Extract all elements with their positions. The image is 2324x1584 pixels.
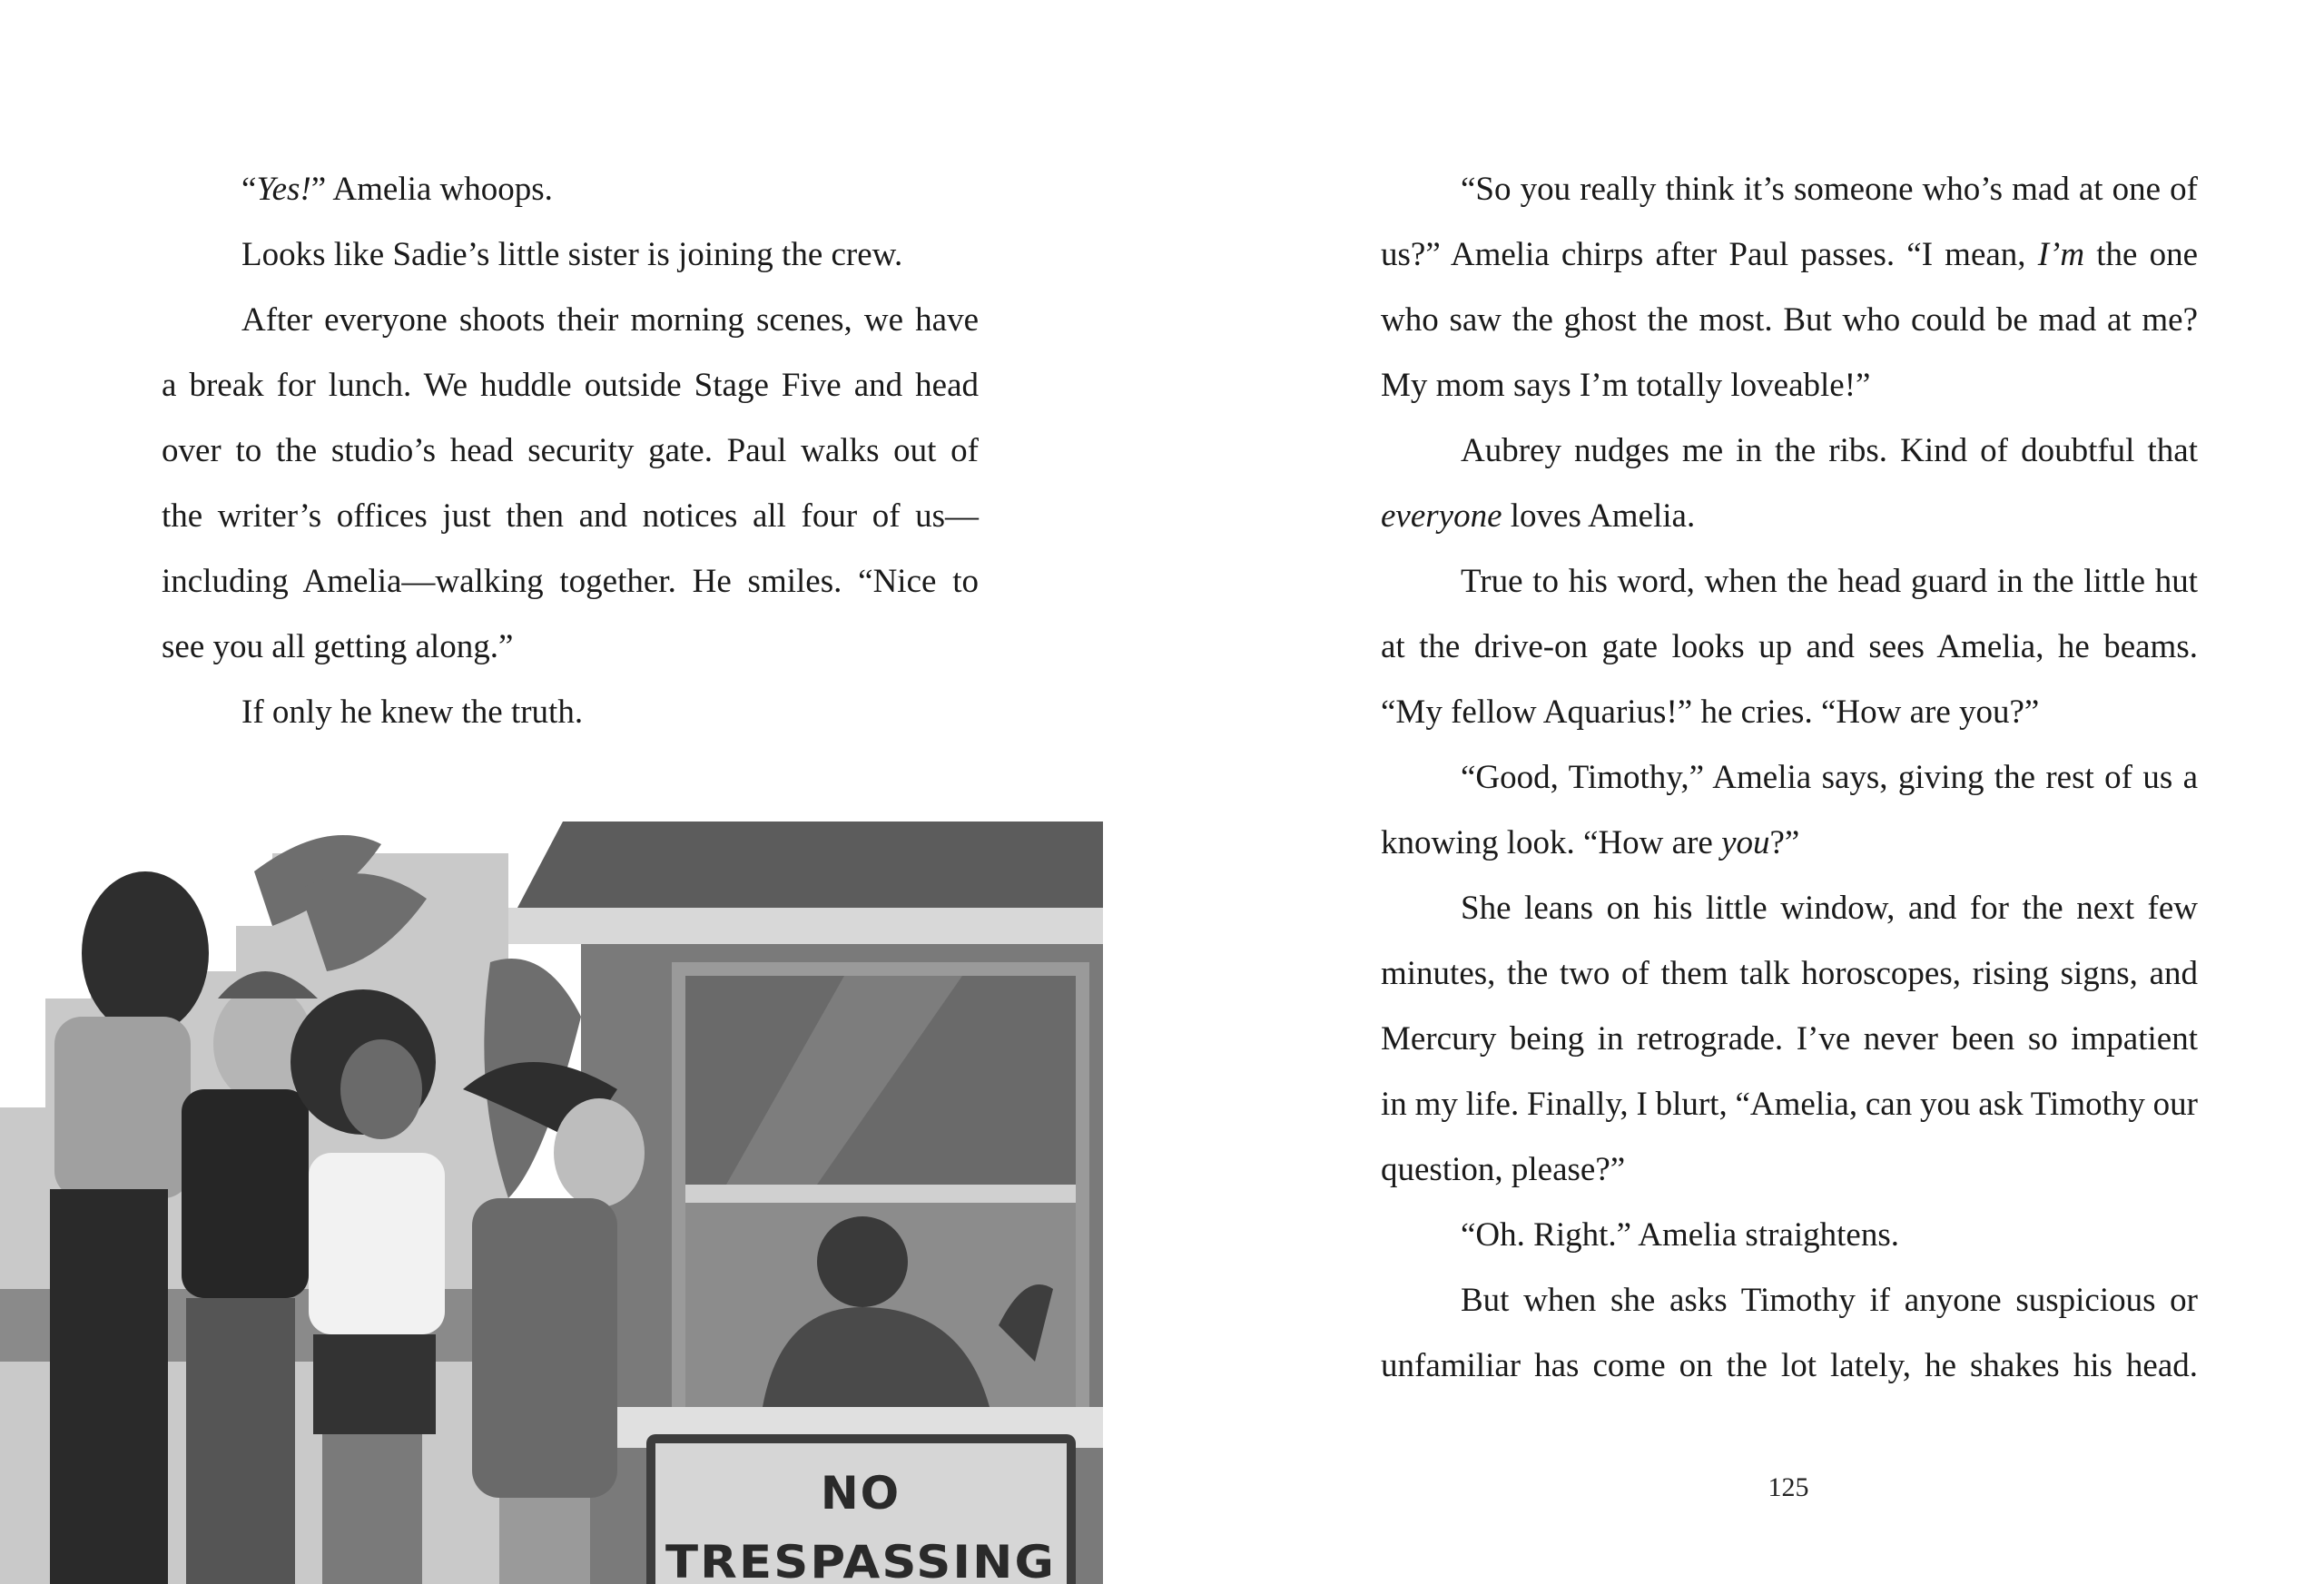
text-segment: the writer’s offices just then and notices all four of us— (162, 497, 979, 535)
text-segment: “ (241, 171, 257, 208)
text-line (162, 418, 979, 484)
text-segment: see you all getting along.” (162, 628, 514, 665)
text-segment: in my life. Finally, I blurt, “Amelia, can you ask Timothy our (1381, 1086, 2198, 1123)
text-line (1381, 222, 2198, 288)
italic-text: you (1721, 824, 1770, 861)
text-line (1381, 1333, 2198, 1399)
text-segment: over to the studio’s head security gate. Paul walks out of (162, 432, 979, 469)
text-line (1381, 941, 2198, 1007)
text-line (1381, 1203, 2198, 1268)
text-line (162, 615, 979, 680)
text-segment: Aubrey nudges me in the ribs. Kind of doubtful that (1461, 432, 2198, 469)
text-segment: who saw the ghost the most. But who could be mad at me? (1381, 301, 2198, 339)
text-segment: a break for lunch. We huddle outside Stage Five and head (162, 367, 979, 404)
text-segment: My mom says I’m totally loveable!” (1381, 367, 1871, 404)
text-segment: “So you really think it’s someone who’s mad at one of (1461, 171, 2198, 208)
text-line (1381, 288, 2198, 353)
text-segment: Looks like Sadie’s little sister is joining the crew. (241, 236, 903, 273)
text-segment: But when she asks Timothy if anyone suspicious or (1461, 1282, 2198, 1319)
text-segment: True to his word, when the head guard in the little hut (1461, 563, 2198, 600)
text-segment: including Amelia—walking together. He smiles. “Nice to (162, 563, 979, 600)
text-segment: unfamiliar has come on the lot lately, he shakes his head. (1381, 1347, 2198, 1384)
text-line (1381, 680, 2198, 745)
text-line (1381, 418, 2198, 484)
text-segment: After everyone shoots their morning scenes, we have (241, 301, 979, 339)
text-segment: “Good, Timothy,” Amelia says, giving the rest of us a (1461, 759, 2198, 796)
right-page-text (1381, 157, 2198, 1399)
text-line (162, 157, 979, 222)
text-line (1381, 876, 2198, 941)
text-segment: ” Amelia whoops. (310, 171, 553, 208)
text-line (1381, 157, 2198, 222)
text-line (1381, 1007, 2198, 1072)
text-segment: “Oh. Right.” Amelia straightens. (1461, 1216, 1899, 1254)
text-line (162, 484, 979, 549)
page-number: 125 (1768, 1472, 1809, 1502)
text-line (1381, 1072, 2198, 1137)
italic-text: everyone (1381, 497, 1502, 535)
text-line (162, 288, 979, 353)
text-line (1381, 615, 2198, 680)
italic-text: I’m (2037, 236, 2085, 273)
text-line (1381, 353, 2198, 418)
text-segment: ?” (1769, 824, 1800, 861)
text-segment: If only he knew the truth. (241, 694, 584, 731)
left-page-text (162, 157, 979, 745)
text-segment: knowing look. “How are (1381, 824, 1722, 861)
text-line (1381, 745, 2198, 811)
text-segment: minutes, the two of them talk horoscopes, rising signs, and (1381, 955, 2198, 992)
text-line (162, 353, 979, 418)
hut-roof (517, 822, 1103, 908)
text-segment: “My fellow Aquarius!” he cries. “How are you?” (1381, 694, 2040, 731)
text-segment: at the drive-on gate looks up and sees Amelia, he beams. (1381, 628, 2198, 665)
text-line (162, 222, 979, 288)
text-segment: Mercury being in retrograde. I’ve never been so impatient (1381, 1020, 2198, 1058)
text-segment: loves Amelia. (1502, 497, 1696, 535)
text-line (1381, 1268, 2198, 1333)
text-line (162, 680, 979, 745)
text-line (1381, 549, 2198, 615)
illustration-guard-hut-scene (0, 817, 1103, 1584)
text-segment: the one (2084, 236, 2198, 273)
hut-eave (508, 908, 1103, 944)
text-line (1381, 811, 2198, 876)
text-line (1381, 1137, 2198, 1203)
text-segment: She leans on his little window, and for the next few (1461, 890, 2198, 927)
sign-text-trespassing: TRESPASSING (665, 1536, 1056, 1584)
sign-text-no: NO (820, 1467, 901, 1520)
text-segment: us?” Amelia chirps after Paul passes. “I mean, (1381, 236, 2038, 273)
text-line (1381, 484, 2198, 549)
text-line (162, 549, 979, 615)
italic-text: Yes! (256, 171, 311, 208)
text-segment: question, please?” (1381, 1151, 1626, 1188)
